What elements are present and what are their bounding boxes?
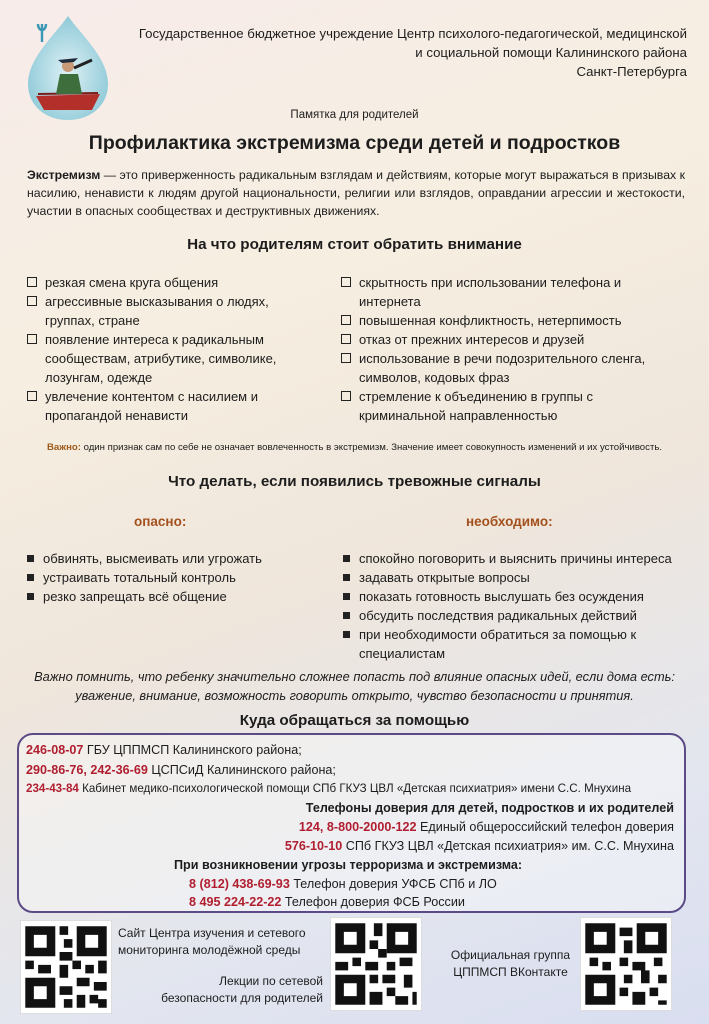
list-item: отказ от прежних интересов и друзей — [341, 330, 661, 349]
contact-line: 576-10-10 СПб ГКУЗ ЦВЛ «Детская психиатрия» им. С.С. Мнухина — [284, 839, 674, 853]
remember-line-1: Важно помнить, что ребенку значительно сложнее попасть под влияние опасных идей, если дома есть: — [34, 669, 675, 684]
bullet-icon — [343, 631, 350, 638]
bullet-icon — [343, 593, 350, 600]
list-item: задавать открытые вопросы — [341, 568, 681, 587]
needed-list — [341, 549, 681, 663]
important-note — [0, 442, 709, 453]
list-item: обвинять, высмеивать или угрожать — [25, 549, 315, 568]
bullet-icon — [343, 574, 350, 581]
remember-note — [0, 667, 709, 705]
qr-code-site[interactable] — [20, 920, 112, 1014]
danger-label: опасно: — [134, 514, 187, 529]
bullet-icon — [343, 612, 350, 619]
phone-number[interactable]: 124, 8-800-2000-122 — [298, 820, 417, 834]
checkbox-icon — [341, 391, 351, 401]
contacts-box — [17, 733, 686, 913]
attention-list-left — [27, 273, 302, 425]
qr-code-vk-group[interactable] — [580, 917, 672, 1011]
qr-group-caption: Официальная группа ЦППМСП ВКонтакте — [450, 948, 571, 979]
list-item: стремление к объединению в группы с криминальной направленностью — [341, 387, 661, 425]
help-heading: Куда обращаться за помощью — [239, 712, 470, 729]
attention-heading: На что родителям стоит обратить внимание — [187, 236, 522, 253]
checkbox-icon — [341, 353, 351, 363]
list-item: появление интереса к радикальным сообществам, атрибутике, символике, лозунгам, одежде — [27, 330, 302, 387]
checkbox-icon — [27, 334, 37, 344]
phone-number[interactable]: 290-86-76, 242-36-69 — [26, 763, 148, 777]
threat-heading: При возникновении угрозы терроризма и экстремизма: — [174, 858, 523, 872]
bullet-icon — [27, 593, 34, 600]
qr-site-caption: Сайт Центра изучения и сетевого мониторинга молодёжной среды — [118, 926, 306, 957]
list-item: использование в речи подозрительного сленга, символов, кодовых фраз — [341, 349, 661, 387]
list-item: обсудить последствия радикальных действий — [341, 606, 681, 625]
list-item: резкая смена круга общения — [27, 273, 302, 292]
bullet-icon — [27, 574, 34, 581]
bullet-icon — [343, 555, 350, 562]
center-logo — [22, 14, 114, 122]
checkbox-icon — [341, 334, 351, 344]
checkbox-icon — [27, 277, 37, 287]
contact-line: 8 495 224-22-22 Телефон доверия ФСБ России — [189, 895, 465, 909]
list-item: увлечение контентом с насилием и пропагандой ненависти — [27, 387, 302, 425]
list-item: показать готовность выслушать без осуждения — [341, 587, 681, 606]
checkbox-icon — [27, 296, 37, 306]
signals-heading: Что делать, если появились тревожные сигналы — [168, 473, 541, 490]
checkbox-icon — [341, 315, 351, 325]
intro-text: — это приверженность радикальным взглядам и действиям, которые могут выражаться в призывах к насилию, ненависти к людям другой национальности, религии или взглядов, оправдании агрессии и жестокости, участии в опасных сообществах и деструктивных движениях. — [27, 168, 685, 218]
checkbox-icon — [341, 277, 351, 287]
page-title: Профилактика экстремизма среди детей и подростков — [88, 132, 621, 154]
intro-paragraph — [27, 166, 685, 220]
intro-term: Экстремизм — [27, 168, 101, 182]
list-item: спокойно поговорить и выяснить причины интереса — [341, 549, 681, 568]
qr-code-lectures[interactable] — [330, 917, 422, 1011]
phone-number[interactable]: 8 (812) 438-69-93 — [189, 877, 290, 891]
note-text: один признак сам по себе не означает вовлеченность в экстремизм. Значение имеет совокупность изменений и их устойчивость. — [80, 442, 662, 453]
contact-line: 290-86-76, 242-36-69 ЦСПСиД Калининского района; — [26, 763, 336, 777]
org-line-2: и социальной помощи Калининского района — [415, 45, 687, 60]
org-line-1: Государственное бюджетное учреждение Центр психолого-педагогической, медицинской — [138, 26, 687, 41]
contact-line: 8 (812) 438-69-93 Телефон доверия УФСБ СПб и ЛО — [189, 877, 497, 891]
list-item: резко запрещать всё общение — [25, 587, 315, 606]
memo-label: Памятка для родителей — [290, 109, 419, 121]
remember-line-2: уважение, внимание, возможность говорить открыто, чувство безопасности и принятия. — [75, 688, 634, 703]
list-item: при необходимости обратиться за помощью к специалистам — [341, 625, 681, 663]
phone-number[interactable]: 8 495 224-22-22 — [189, 895, 282, 909]
phone-number[interactable]: 234-43-84 — [26, 782, 79, 795]
trust-heading: Телефоны доверия для детей, подростков и их родителей — [305, 801, 674, 815]
list-item: повышенная конфликтность, нетерпимость — [341, 311, 661, 330]
note-label: Важно: — [47, 442, 81, 453]
organization-name — [127, 24, 687, 81]
contact-line: 246-08-07 ГБУ ЦППМСП Калининского района; — [26, 743, 302, 757]
bullet-icon — [27, 555, 34, 562]
contact-line: 124, 8-800-2000-122 Единый общероссийский телефон доверия — [298, 820, 674, 834]
list-item: скрытность при использовании телефона и интернета — [341, 273, 661, 311]
list-item: устраивать тотальный контроль — [25, 568, 315, 587]
contact-line: 234-43-84 Кабинет медико-психологической помощи СПб ГКУЗ ЦВЛ «Детская психиатрия» имени С.С. Мнухина — [26, 782, 632, 795]
phone-number[interactable]: 576-10-10 — [284, 839, 343, 853]
qr-lectures-caption: Лекции по сетевой безопасности для родителей — [161, 974, 323, 1005]
org-line-3: Санкт-Петербурга — [576, 64, 687, 79]
danger-list — [25, 549, 315, 606]
list-item: агрессивные высказывания о людях, группах, стране — [27, 292, 302, 330]
phone-number[interactable]: 246-08-07 — [26, 743, 84, 757]
checkbox-icon — [27, 391, 37, 401]
attention-list-right — [341, 273, 661, 425]
needed-label: необходимо: — [466, 514, 553, 529]
